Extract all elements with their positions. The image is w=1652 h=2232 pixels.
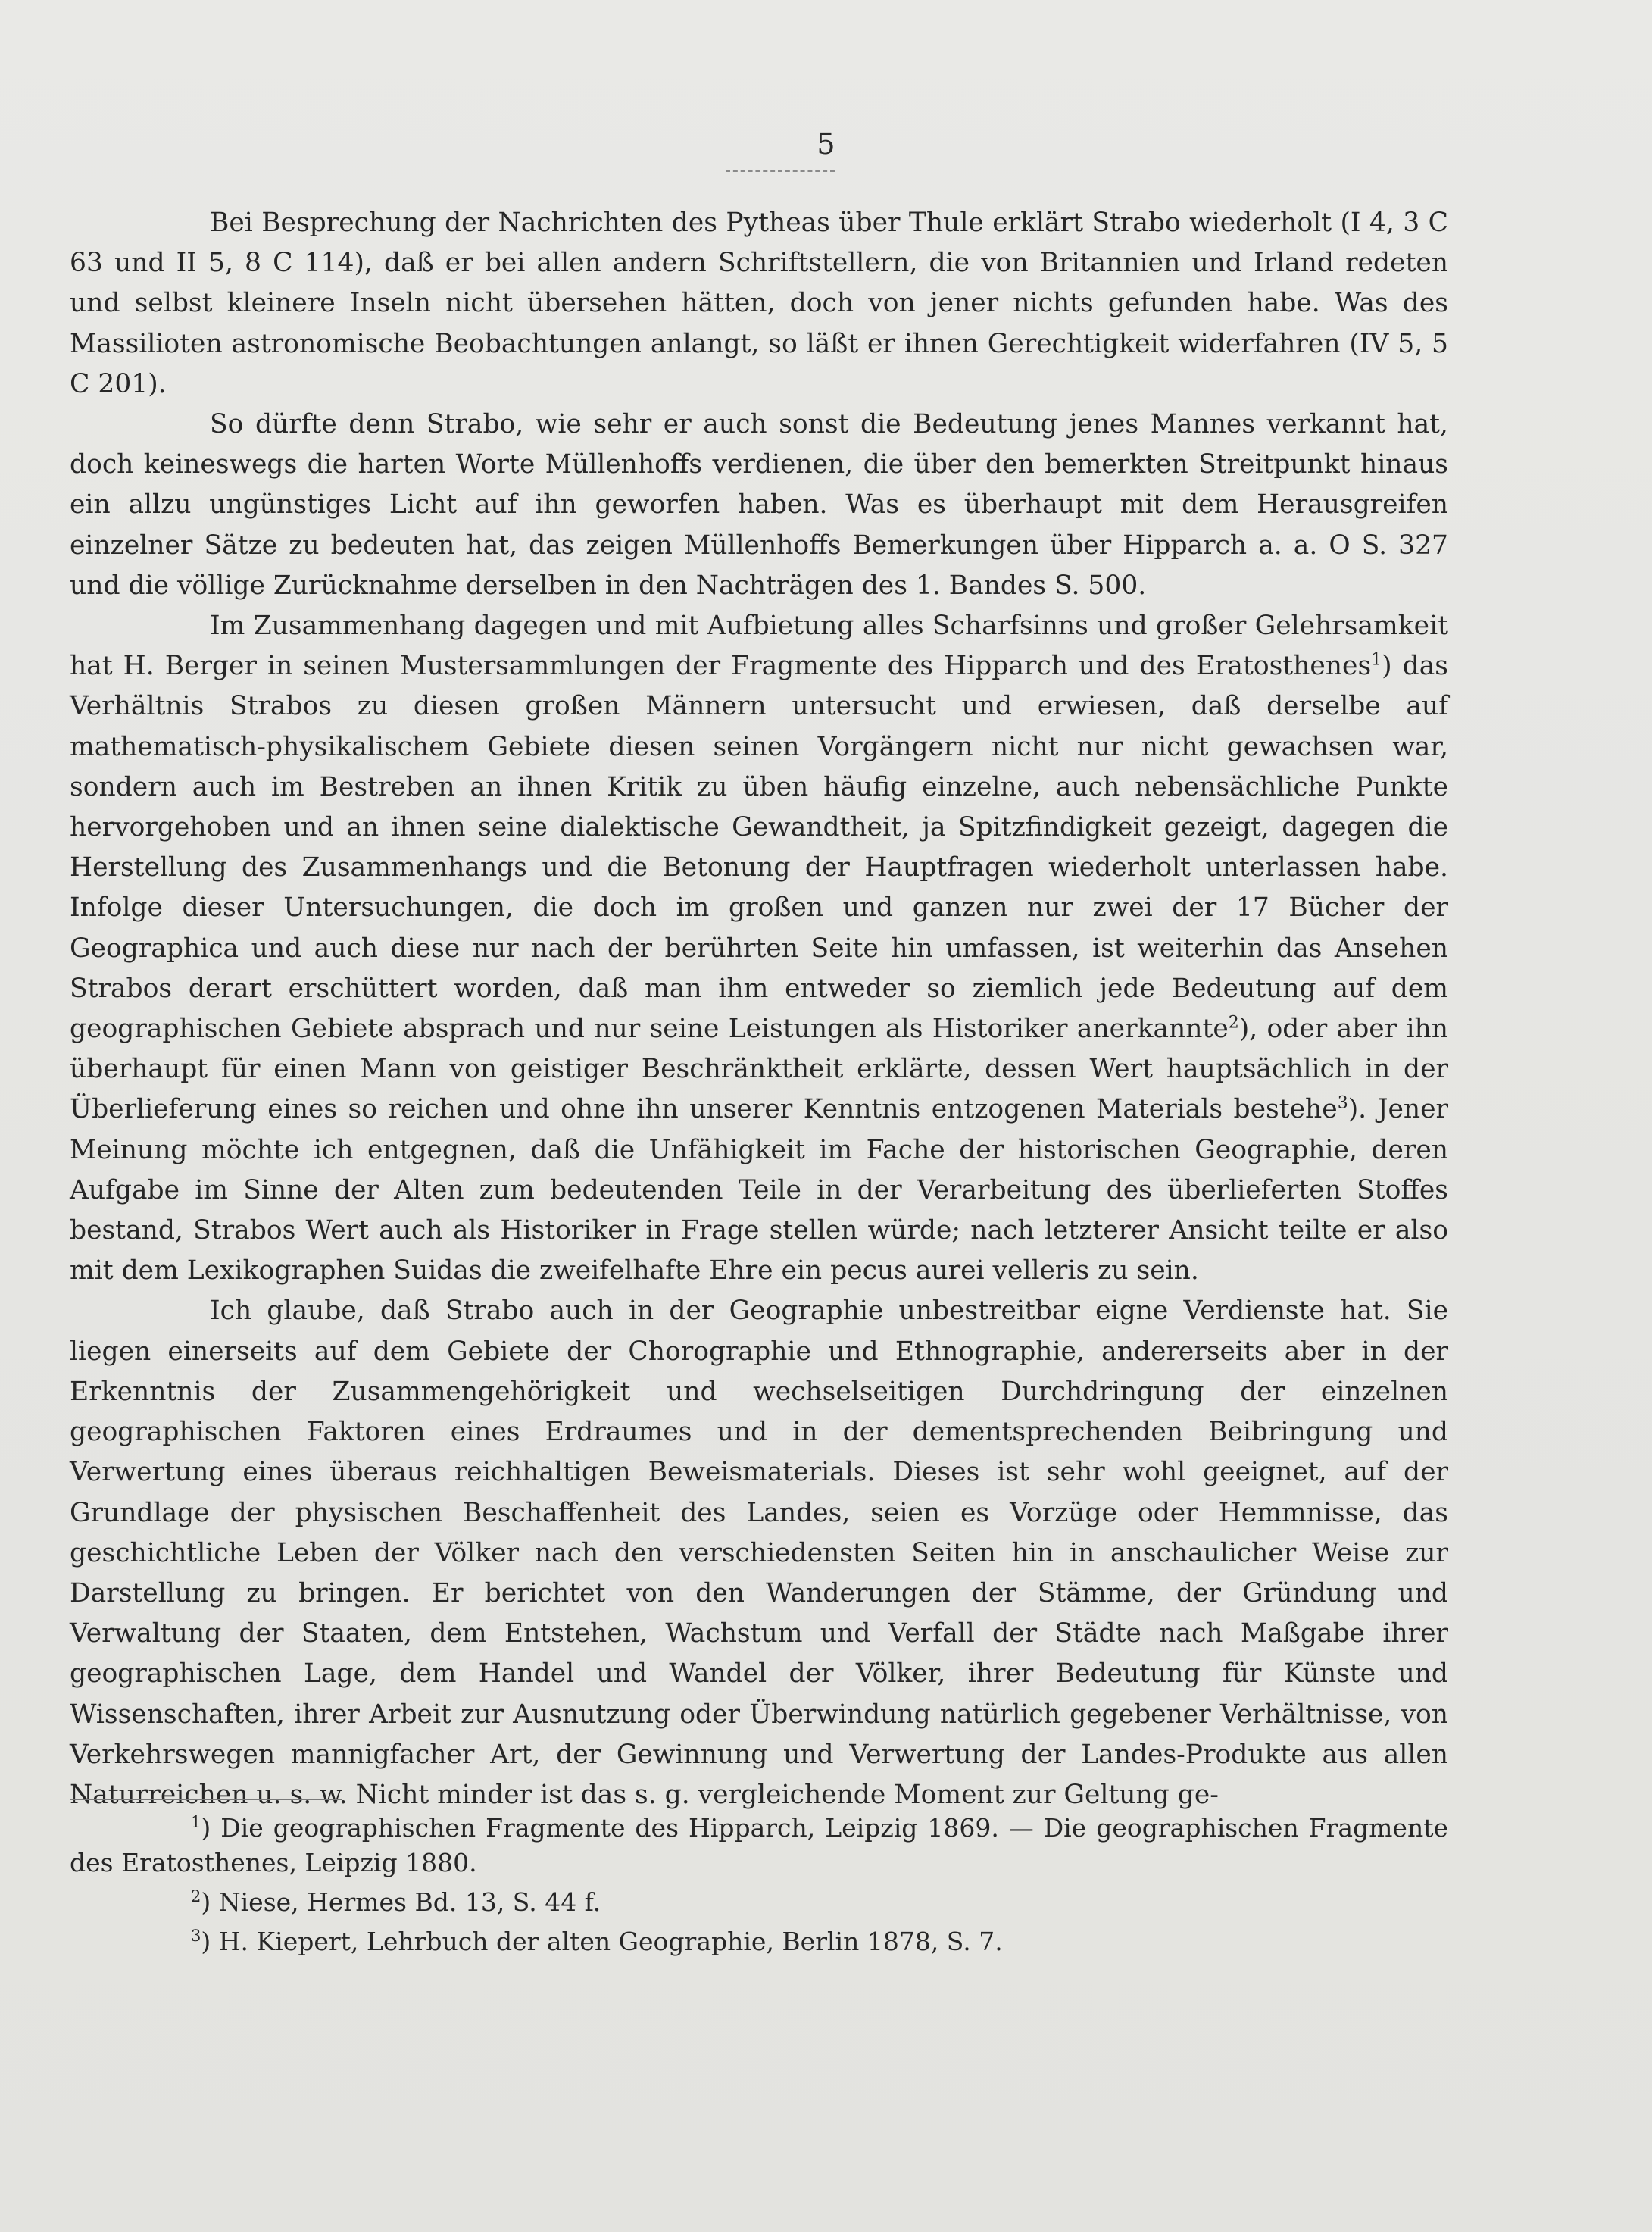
footnote-1-text: ) Die geographischen Fragmente des Hipparch, Leipzig 1869. — Die geographischen Fragmente des Eratosthenes, Leipzig 1880. [70, 1813, 1448, 1877]
paragraph-3 [70, 606, 1448, 1291]
page-number: 5 [817, 127, 835, 161]
footnote-ref-2: 2 [1228, 1013, 1239, 1033]
paragraph-3-part-2: ) das Verhältnis Strabos zu diesen großen Männern untersucht und erwiesen, daß derselbe auf mathematisch-physikalischem Gebiete diesen seinen Vorgängern nicht nur nicht gewachsen war, sondern auch im Bestreben an ihnen Kritik zu üben häufig einzelne, auch nebensächliche Punkte hervorgehoben und an ihnen seine dialektische Gewandtheit, ja Spitzfindigkeit gezeigt, dagegen die Herstellung des Zusammenhangs und die Betonung der Hauptfragen wiederholt unterlassen habe. Infolge dieser Untersuchungen, die doch im großen und ganzen nur zwei der 17 Bücher der Geographica und auch diese nur nach der berührten Seite hin umfassen, ist weiterhin das Ansehen Strabos derart erschüttert worden, daß man ihm entweder so ziemlich jede Bedeutung auf dem geographischen Gebiete absprach und nur seine Leistungen als Historiker anerkannte [70, 651, 1448, 1045]
footnote-3-mark: 3 [191, 1927, 201, 1945]
paragraph-3-part-3: ), oder aber ihn überhaupt für einen Mann von geistiger Beschränktheit erklärte, dessen Wert hauptsächlich in der Überlieferung eines so reichen und ohne ihn unserer Kenntnis entzogenen Materials bestehe [70, 1014, 1448, 1125]
page-number-rule [726, 170, 835, 172]
paragraph-3-part-1: Im Zusammenhang dagegen und mit Aufbietung alles Scharfsinns und großer Gelehrsamkeit hat H. Berger in seinen Mustersammlungen der Fragmente des Hipparch und des Eratosthenes [70, 611, 1448, 682]
footnote-1-mark: 1 [191, 1813, 201, 1831]
footnote-ref-1: 1 [1371, 650, 1382, 670]
paragraph-1: Bei Besprechung der Nachrichten des Pytheas über Thule erklärt Strabo wiederholt (I 4, 3 C 63 und II 5, 8 C 114), daß er bei allen andern Schriftstellern, die von Britannien und Irland redeten und selbst kleinere Inseln nicht übersehen hätten, doch von jener nichts gefunden habe. Was des Massilioten astronomische Beobachtungen anlangt, so läßt er ihnen Gerechtigkeit widerfahren (IV 5, 5 C 201). [70, 208, 1448, 399]
footnote-1 [70, 1811, 1448, 1880]
footnote-ref-3: 3 [1337, 1093, 1348, 1113]
footnote-2-text: ) Niese, Hermes Bd. 13, S. 44 f. [201, 1887, 601, 1917]
footnote-2 [70, 1885, 1448, 1920]
footnotes [70, 1811, 1448, 1964]
footnote-3 [70, 1924, 1448, 1959]
paragraph-2: So dürfte denn Strabo, wie sehr er auch sonst die Bedeutung jenes Mannes verkannt hat, doch keineswegs die harten Worte Müllenhoffs verdienen, die über den bemerkten Streitpunkt hinaus ein allzu ungünstiges Licht auf ihn geworfen haben. Was es überhaupt mit dem Herausgreifen einzelner Sätze zu bedeuten hat, das zeigen Müllenhoffs Bemerkungen über Hipparch a. a. O S. 327 und die völlige Zurücknahme derselben in den Nachträgen des 1. Bandes S. 500. [70, 409, 1448, 601]
footnote-separator [70, 1799, 342, 1800]
footnote-2-mark: 2 [191, 1887, 201, 1905]
paragraph-3-part-4: ). Jener Meinung möchte ich entgegnen, daß die Unfähigkeit im Fache der historischen Geographie, deren Aufgabe im Sinne der Alten zum bedeutenden Teile in der Verarbeitung des überlieferten Stoffes bestand, Strabos Wert auch als Historiker in Frage stellen würde; nach letzterer Ansicht teilte er also mit dem Lexikographen Suidas die zweifelhafte Ehre ein pecus aurei velleris zu sein. [70, 1094, 1448, 1286]
body-text [70, 203, 1448, 1815]
paragraph-4: Ich glaube, daß Strabo auch in der Geographie unbestreitbar eigne Verdienste hat. Sie liegen einerseits auf dem Gebiete der Chorographie und Ethnographie, andererseits aber in der Erkenntnis der Zusammengehörigkeit und wechselseitigen Durchdringung der einzelnen geographischen Faktoren eines Erdraumes und in der dementsprechenden Beibringung und Verwertung eines überaus reichhaltigen Beweismaterials. Dieses ist sehr wohl geeignet, auf der Grundlage der physischen Beschaffenheit des Landes, seien es Vorzüge oder Hemmnisse, das geschichtliche Leben der Völker nach den verschiedensten Seiten hin in anschaulicher Weise zur Darstellung zu bringen. Er berichtet von den Wanderungen der Stämme, der Gründung und Verwaltung der Staaten, dem Entstehen, Wachstum und Verfall der Städte nach Maßgabe ihrer geographischen Lage, dem Handel und Wandel der Völker, ihrer Bedeutung für Künste und Wissenschaften, ihrer Arbeit zur Ausnutzung oder Überwindung natürlich gegebener Verhältnisse, von Verkehrswegen mannigfacher Art, der Gewinnung und Verwertung der Landes-Produkte aus allen Naturreichen u. s. w. Nicht minder ist das s. g. vergleichende Moment zur Geltung ge- [70, 1296, 1448, 1810]
footnote-3-text: ) H. Kiepert, Lehrbuch der alten Geographie, Berlin 1878, S. 7. [201, 1927, 1003, 1956]
